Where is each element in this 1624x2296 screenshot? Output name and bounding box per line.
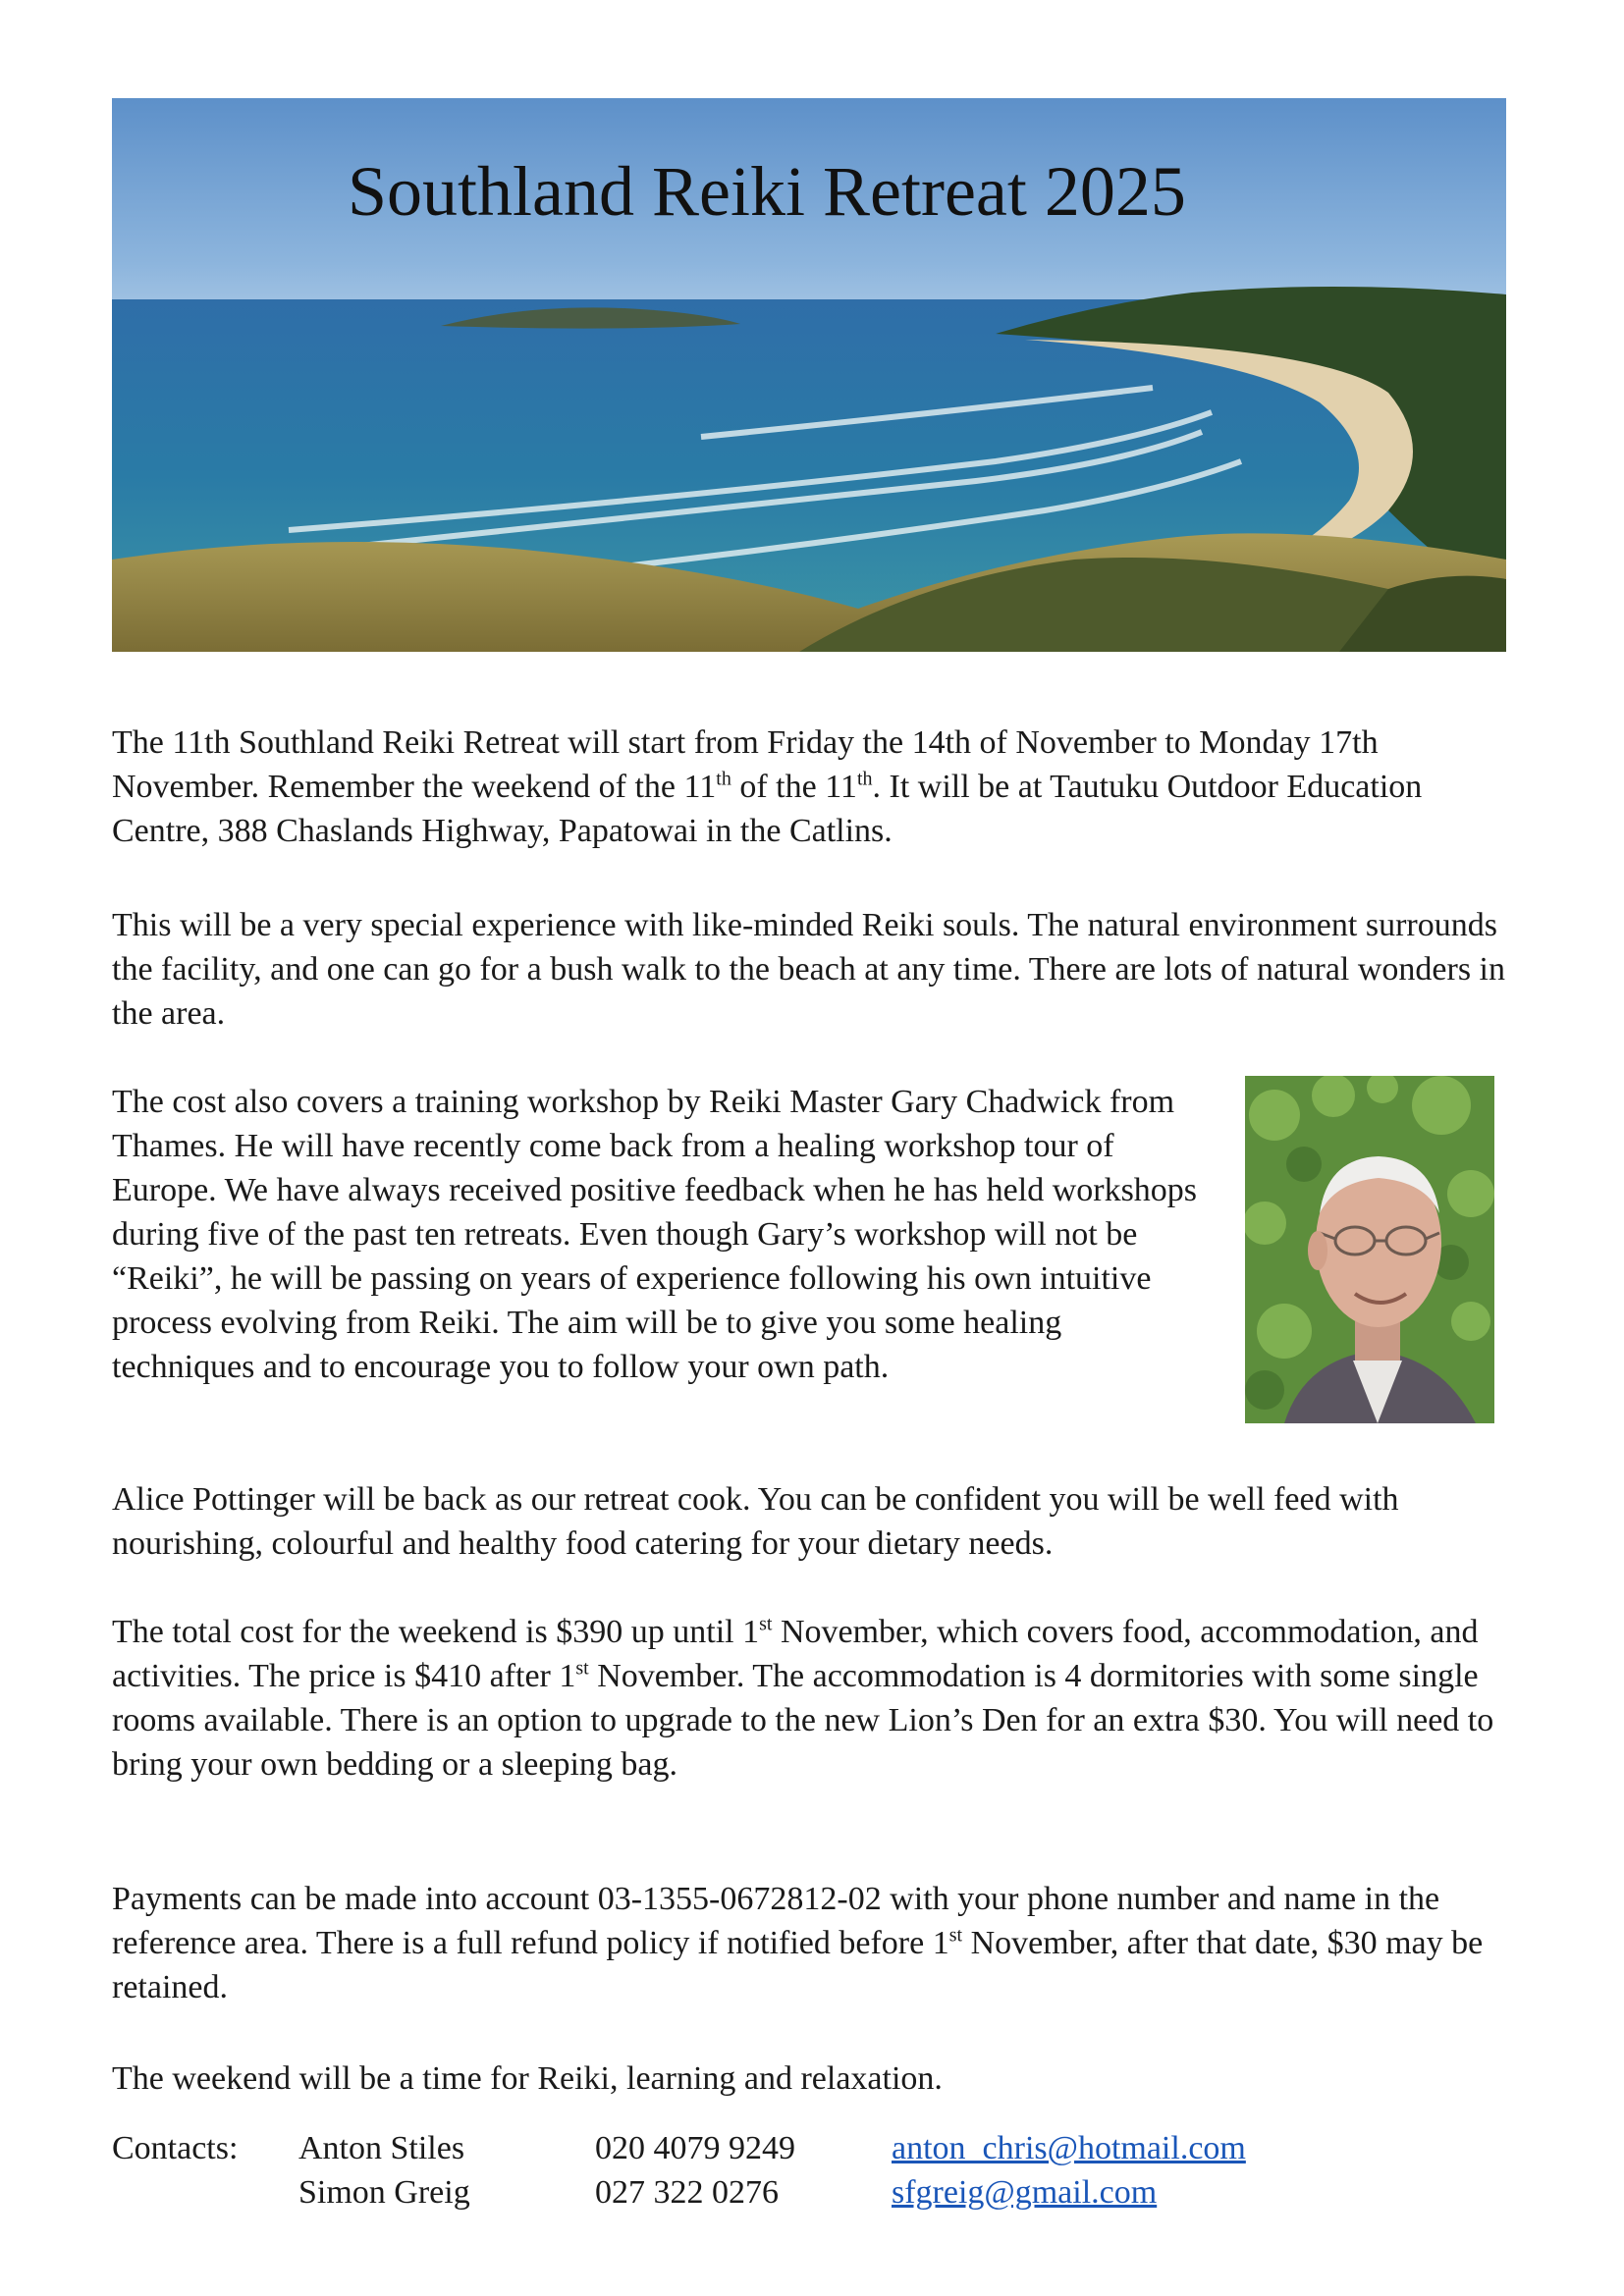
text-run: November, which covers food, accommodation, and activities. The price is $410 after 1 [112, 1614, 1479, 1694]
superscript: th [856, 768, 873, 790]
contacts-block [112, 2126, 1516, 2215]
contact-email-link[interactable]: sfgreig@gmail.com [892, 2174, 1158, 2211]
text-run: . It will be at Tautuku Outdoor Education Centre, 388 Chaslands Highway, Papatowai in the Catlins. [112, 769, 1423, 849]
text-run: The total cost for the weekend is $390 up until 1 [112, 1614, 760, 1650]
contact-phone: 027 322 0276 [595, 2174, 779, 2211]
contact-phone: 020 4079 9249 [595, 2130, 795, 2166]
contact-row [112, 2170, 1516, 2215]
text-run: The 11th Southland Reiki Retreat will start from Friday the 14th of November to Monday 17th November. Remember the weekend of the 11 [112, 724, 1379, 805]
page-title: Southland Reiki Retreat 2025 [348, 152, 1186, 231]
paragraph-closing: The weekend will be a time for Reiki, learning and relaxation. [112, 2060, 943, 2097]
paragraph-intro [112, 721, 1516, 853]
contact-row [112, 2126, 1516, 2170]
paragraph-cost [112, 1610, 1516, 1787]
portrait-illustration [1245, 1076, 1494, 1423]
paragraph-payments [112, 1877, 1516, 2009]
contact-name: Simon Greig [298, 2174, 470, 2211]
superscript: st [948, 1924, 963, 1947]
contacts-label: Contacts: [112, 2130, 239, 2166]
paragraph-workshop: The cost also covers a training workshop by Reiki Master Gary Chadwick from Thames. He will have recently come back from a healing workshop tour of Europe. We have always received positive feedback when he has held workshops during five of the past ten retreats. Even though Gary’s workshop will not be “Reiki”, he will be passing on years of experience following his own intuitive process evolving from Reiki. The aim will be to give you some healing techniques and to encourage you to follow your own path. [112, 1084, 1198, 1385]
paragraph-environment: This will be a very special experience with like-minded Reiki souls. The natural environment surrounds the facility, and one can go for a bush walk to the beach at any time. There are lots of natural wonders in the area. [112, 907, 1506, 1032]
text-run: of the 11 [731, 769, 857, 805]
contact-name: Anton Stiles [298, 2130, 465, 2166]
superscript: st [575, 1657, 589, 1680]
text-run: November, after that date, $30 may be retained. [112, 1925, 1484, 2005]
superscript: th [716, 768, 731, 790]
banner-image [112, 98, 1506, 652]
text-run: November. The accommodation is 4 dormitories with some single rooms available. There is an option to upgrade to the new Lion’s Den for an extra $30. You will need to bring your own bedding or a sleeping bag. [112, 1658, 1494, 1783]
text-run: Payments can be made into account 03-1355-0672812-02 with your phone number and name in the reference area. There is a full refund policy if notified before 1 [112, 1881, 1440, 1961]
paragraph-cook: Alice Pottinger will be back as our retreat cook. You can be confident you will be well feed with nourishing, colourful and healthy food catering for your dietary needs. [112, 1481, 1399, 1562]
contact-email-link[interactable]: anton_chris@hotmail.com [892, 2130, 1246, 2166]
superscript: st [759, 1613, 773, 1635]
portrait-photo [1245, 1076, 1494, 1423]
